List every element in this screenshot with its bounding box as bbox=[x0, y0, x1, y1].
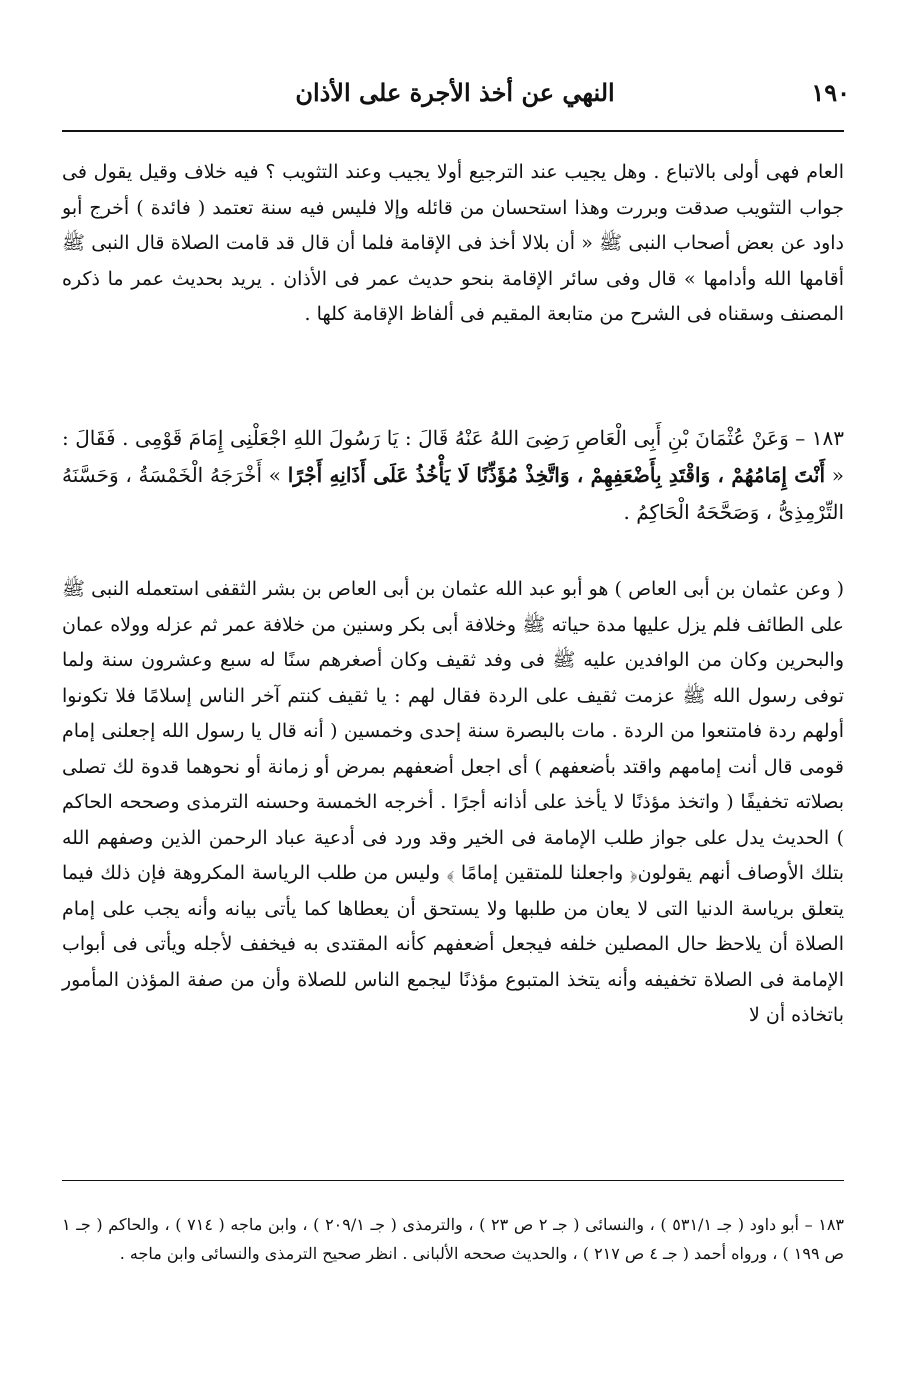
footnote-183: ١٨٣ – أبو داود ( جـ ٥٣١/١ ) ، والنسائى ( جـ ٢ ص ٢٣ ) ، والترمذى ( جـ ٢٠٩/١ ) ، وابن ماجه ( ٧١٤ ) ، والحاكم ( جـ ١ ص ١٩٩ ) ، ورواه أحمد ( جـ ٤ ص ٢١٧ ) ، والحديث صححه الألبانى . انظر صحيح الترمذى والنسائى وابن ماجه . bbox=[62, 1215, 845, 1263]
hadith-text bbox=[62, 420, 844, 531]
page-header bbox=[60, 78, 850, 124]
hadith-outro: » أَخْرَجَهُ الْخَمْسَةُ ، وَحَسَّنَهُ التِّرْمِذِىُّ ، وَصَحَّحَهُ الْحَاكِمُ . bbox=[62, 463, 844, 524]
hadith-intro: ١٨٣ – وَعَنْ عُثْمَانَ بْنِ أَبِى الْعَاصِ رَضِىَ اللهُ عَنْهُ قَالَ : يَا رَسُولَ اللهِ اجْعَلْنِى إِمَامَ قَوْمِى . فَقَالَ : « bbox=[62, 426, 845, 487]
commentary-paragraph-1 bbox=[62, 155, 844, 333]
page-number: ١٩٠ bbox=[811, 78, 850, 107]
hadith-quote: أَنْتَ إِمَامُهُمْ ، وَاقْتَدِ بِأَضْعَفِهِمْ ، وَاتَّخِذْ مُؤَذِّنًا لَا يَأْخُذُ عَلَى أَذَانِهِ أَجْرًا bbox=[287, 463, 826, 487]
footnotes bbox=[62, 1210, 844, 1268]
hadith-paragraph bbox=[62, 420, 844, 531]
commentary-text-2: ( وعن عثمان بن أبى العاص ) هو أبو عبد الله عثمان بن أبى العاص بن بشر الثقفى استعمله النبى ﷺ على الطائف فلم يزل عليها مدة حياته ﷺ وخلافة أبى بكر وسنين من خلافة عمر ثم عزله وولاه عمان والبحرين وكان من الوافدين عليه ﷺ فى وفد ثقيف وكان أصغرهم سنًا له سبع وعشرون سنة ولما توفى رسول الله ﷺ عزمت ثقيف على الردة فقال لهم : يا ثقيف كنتم آخر الناس إسلامًا فلا تكونوا أولهم ردة فامتنعوا من الردة . مات بالبصرة سنة إحدى وخمسين ( أنه قال يا رسول الله إجعلنى إمام قومى قال أنت إمامهم واقتد بأضعفهم ) أى اجعل أضعفهم بمرض أو زمانة أو نحوهما قدوة لك تصلى بصلاته تخفيفًا ( واتخذ مؤذنًا لا يأخذ على أذانه أجرًا . أخرجه الخمسة وحسنه الترمذى وصححه الحاكم ) الحديث يدل على جواز طلب الإمامة فى الخير وقد ورد فى أدعية عباد الرحمن الذين وصفهم الله بتلك الأوصاف أنهم يقولون﴿ واجعلنا للمتقين إمامًا ﴾ وليس من طلب الرياسة المكروهة فإن ذلك فيما يتعلق برياسة الدنيا التى لا يعان من طلبها ولا يستحق أن يعطاها كما يأتى بيانه وأنه يجب على إمام الصلاة أن يلاحظ حال المصلين خلفه فيجعل أضعفهم كأنه المقتدى به فيخفف لأجله ويأتى فى أبواب الإمامة فى الصلاة تخفيفه وأنه يتخذ المتبوع مؤذنًا ليجمع الناس للصلاة وأن من صفة المؤذن المأمور باتخاذه أن لا bbox=[62, 578, 844, 1026]
running-title: النهي عن أخذ الأجرة على الأذان bbox=[295, 78, 615, 107]
commentary-paragraph-2 bbox=[62, 572, 844, 1034]
header-divider bbox=[62, 130, 844, 132]
footnote-divider bbox=[62, 1180, 844, 1181]
commentary-text-1: العام فهى أولى بالاتباع . وهل يجيب عند الترجيع أولا يجيب وعند التثويب ؟ فيه خلاف وقيل يقول فى جواب التثويب صدقت وبررت وهذا استحسان من قائله وإلا فليس فيه سنة تعتمد ( فائدة ) أخرج أبو داود عن بعض أصحاب النبى ﷺ « أن بلالا أخذ فى الإقامة فلما أن قال قد قامت الصلاة قال النبى ﷺ أقامها الله وأدامها » قال وفى سائر الإقامة بنحو حديث عمر فى الأذان . يريد بحديث عمر ما ذكره المصنف وسقناه فى الشرح من متابعة المقيم فى ألفاظ الإقامة كلها . bbox=[62, 161, 844, 325]
